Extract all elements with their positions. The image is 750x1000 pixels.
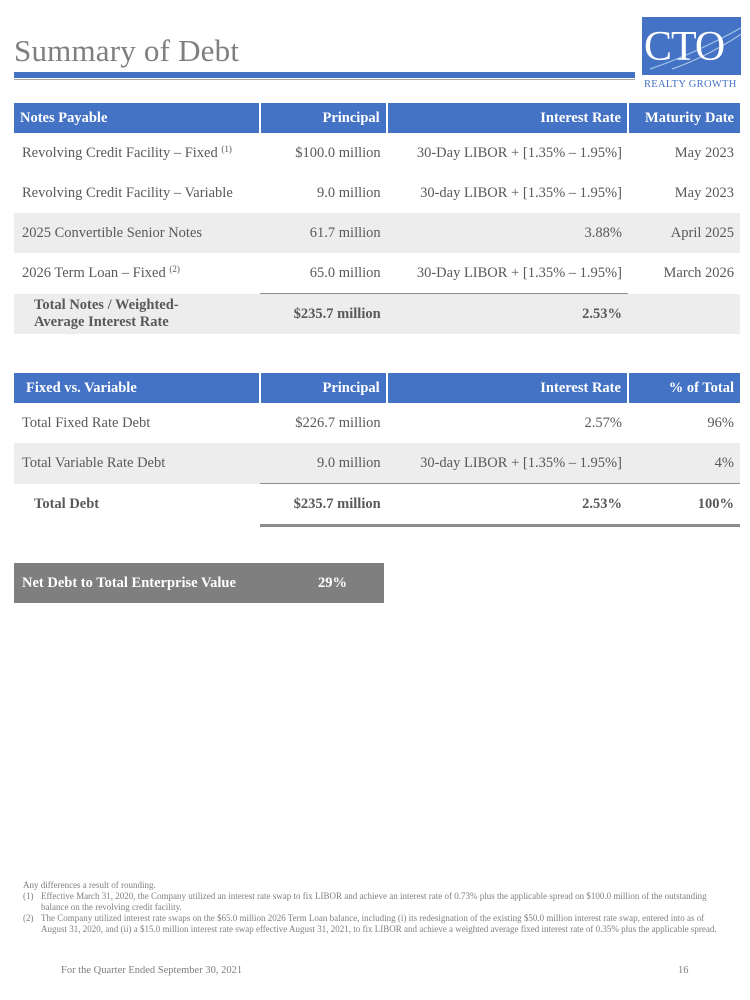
total-label-line1: Total Notes / Weighted- <box>34 296 179 313</box>
principal-cell: 9.0 million <box>260 443 387 484</box>
principal-cell: $100.0 million <box>295 144 381 161</box>
footnotes <box>23 880 723 935</box>
total-rate: 2.53% <box>387 484 628 526</box>
net-debt-box <box>14 563 384 603</box>
table-row <box>14 173 740 213</box>
total-label: Total Debt <box>34 496 100 512</box>
col-header-principal: Principal <box>260 103 387 133</box>
rate-cell: 3.88% <box>387 213 628 253</box>
table-row <box>14 403 740 443</box>
row-label-text: Revolving Credit Facility – Fixed <box>22 145 218 161</box>
footnote-text: Effective March 31, 2020, the Company utilized an interest rate swap to fix LIBOR and achieve an interest rate of 0.73% plus the applicable spread on $100.0 million of the outstanding balance on the revolving credit facility. <box>41 891 707 912</box>
title-rule <box>14 72 635 78</box>
principal-cell: 65.0 million <box>309 264 381 281</box>
net-debt-label: Net Debt to Total Enterprise Value <box>22 575 236 591</box>
footnote-item <box>23 913 723 935</box>
maturity-cell: March 2026 <box>663 264 734 281</box>
rate-cell: 30-day LIBOR + [1.35% – 1.95%] <box>420 184 622 201</box>
row-label: Total Variable Rate Debt <box>14 443 260 484</box>
logo-box <box>642 17 741 75</box>
company-logo <box>642 17 741 91</box>
col-header-pct-total: % of Total <box>628 373 740 403</box>
table-row <box>14 213 740 253</box>
total-maturity <box>628 294 740 335</box>
col-header-fixed-vs-variable: Fixed vs. Variable <box>14 373 260 403</box>
table-header-row <box>14 373 740 403</box>
rate-cell: 30-day LIBOR + [1.35% – 1.95%] <box>387 443 628 484</box>
total-principal: $235.7 million <box>260 484 387 526</box>
footnote-number: (2) <box>23 913 34 923</box>
total-pct: 100% <box>628 484 740 526</box>
footnote-ref: (1) <box>221 144 232 154</box>
col-header-interest-rate: Interest Rate <box>387 103 628 133</box>
pct-cell: 4% <box>628 443 740 484</box>
footnote-intro: Any differences a result of rounding. <box>23 880 156 890</box>
page-number: 16 <box>678 965 689 976</box>
principal-cell: 9.0 million <box>317 184 381 201</box>
table-header-row <box>14 103 740 133</box>
maturity-cell: May 2023 <box>674 184 734 201</box>
total-row <box>14 484 740 526</box>
page-title: Summary of Debt <box>14 33 240 68</box>
footnote-item <box>23 891 723 913</box>
table-row <box>14 133 740 173</box>
row-label: Revolving Credit Facility – Variable <box>22 184 233 201</box>
row-label-text: 2026 Term Loan – Fixed <box>22 265 166 282</box>
principal-cell: 61.7 million <box>260 213 387 253</box>
fixed-vs-variable-table <box>14 373 740 527</box>
total-label <box>14 294 260 335</box>
row-label <box>14 133 260 173</box>
maturity-cell: May 2023 <box>674 144 734 161</box>
notes-payable-table <box>14 103 740 334</box>
principal-cell: $226.7 million <box>295 414 381 431</box>
col-header-maturity-date: Maturity Date <box>628 103 740 133</box>
row-label <box>14 253 260 294</box>
row-label: 2025 Convertible Senior Notes <box>14 213 260 253</box>
rate-cell: 30-Day LIBOR + [1.35% – 1.95%] <box>416 144 622 161</box>
row-label: Total Fixed Rate Debt <box>22 414 151 431</box>
maturity-cell: April 2025 <box>628 213 740 253</box>
footnote-ref: (2) <box>169 264 180 275</box>
col-header-notes-payable: Notes Payable <box>14 103 260 133</box>
title-rule-thin <box>14 79 635 80</box>
pct-cell: 96% <box>707 414 734 431</box>
logo-subtitle: REALTY GROWTH <box>644 79 737 90</box>
total-row <box>14 294 740 335</box>
col-header-principal: Principal <box>260 373 387 403</box>
col-header-interest-rate: Interest Rate <box>387 373 628 403</box>
net-debt-value: 29% <box>318 575 347 591</box>
footer-period: For the Quarter Ended September 30, 2021 <box>61 965 243 976</box>
total-principal: $235.7 million <box>260 294 387 335</box>
total-label-line2: Average Interest Rate <box>34 313 169 330</box>
rate-cell: 2.57% <box>584 414 622 431</box>
logo-text: CTO <box>644 24 725 70</box>
footnote-number: (1) <box>23 891 34 901</box>
footnote-text: The Company utilized interest rate swaps on the $65.0 million 2026 Term Loan balance, including (i) its redesignation of the existing $50.0 million interest rate swap, entered into as of August 31, 2020, and (ii) a $15.0 million interest rate swap effective August 31, 2021, to fix LIBOR and achieve a weighted average fixed interest rate of 0.35% plus the applicable spread. <box>41 913 717 934</box>
table-row <box>14 443 740 484</box>
table-row <box>14 253 740 294</box>
rate-cell: 30-Day LIBOR + [1.35% – 1.95%] <box>416 264 622 281</box>
total-rate: 2.53% <box>387 294 628 335</box>
